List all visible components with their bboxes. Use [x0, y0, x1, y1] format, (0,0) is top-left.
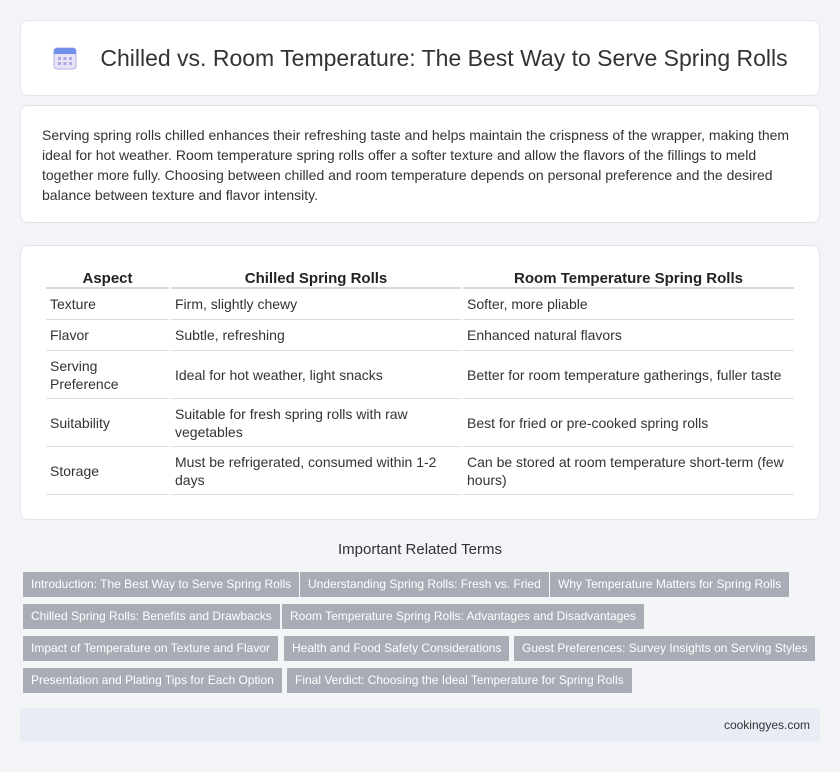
site-name[interactable]: cookingyes.com	[723, 718, 810, 732]
intro-paragraph: Serving spring rolls chilled enhances their refreshing taste and helps maintain the crispness of the wrapper, making them ideal for hot weather. Room temperature spring rolls offer a softer texture and allow the flavors of the fillings to meld together more fully. Choosing between chilled and room temperature depends on personal preference and the desired balance between texture and flavor intensity.	[42, 127, 790, 203]
related-term-tag[interactable]: Impact of Temperature on Texture and Flavor	[23, 636, 278, 661]
comparison-table-card	[20, 245, 820, 520]
calendar-icon	[52, 45, 78, 71]
related-term-tag[interactable]: Chilled Spring Rolls: Benefits and Drawbacks	[23, 604, 280, 629]
column-header-aspect: Aspect	[46, 265, 169, 289]
column-header-room-temperature: Room Temperature Spring Rolls	[463, 265, 794, 289]
row-aspect: Flavor	[46, 320, 169, 351]
related-term-tag[interactable]: Final Verdict: Choosing the Ideal Temperature for Spring Rolls	[287, 668, 632, 693]
row-room-temperature: Best for fried or pre-cooked spring rolls	[463, 399, 794, 447]
table-row	[46, 399, 794, 447]
related-term-tag[interactable]: Introduction: The Best Way to Serve Spring Rolls	[23, 572, 299, 597]
table-row	[46, 320, 794, 351]
row-chilled: Firm, slightly chewy	[171, 289, 461, 320]
table-row	[46, 447, 794, 495]
related-terms-heading: Important Related Terms	[338, 541, 502, 558]
row-chilled: Subtle, refreshing	[171, 320, 461, 351]
row-chilled: Suitable for fresh spring rolls with raw vegetables	[171, 399, 461, 447]
table-row	[46, 351, 794, 399]
row-chilled: Ideal for hot weather, light snacks	[171, 351, 461, 399]
row-room-temperature: Enhanced natural flavors	[463, 320, 794, 351]
row-room-temperature: Can be stored at room temperature short-term (few hours)	[463, 447, 794, 495]
related-term-tag[interactable]: Why Temperature Matters for Spring Rolls	[550, 572, 789, 597]
related-term-tag[interactable]: Understanding Spring Rolls: Fresh vs. Fried	[300, 572, 549, 597]
related-term-tag[interactable]: Presentation and Plating Tips for Each Option	[23, 668, 282, 693]
row-aspect: Suitability	[46, 399, 169, 447]
table-row	[46, 289, 794, 320]
row-aspect: Texture	[46, 289, 169, 320]
related-term-tag[interactable]: Guest Preferences: Survey Insights on Serving Styles	[514, 636, 815, 661]
page-title: Chilled vs. Room Temperature: The Best Way to Serve Spring Rolls	[100, 44, 788, 71]
header-card	[20, 20, 820, 96]
comparison-table	[44, 265, 796, 495]
row-room-temperature: Softer, more pliable	[463, 289, 794, 320]
row-aspect: Storage	[46, 447, 169, 495]
row-aspect: Serving Preference	[46, 351, 169, 399]
column-header-chilled: Chilled Spring Rolls	[171, 265, 461, 289]
row-chilled: Must be refrigerated, consumed within 1-2 days	[171, 447, 461, 495]
row-room-temperature: Better for room temperature gatherings, fuller taste	[463, 351, 794, 399]
intro-card	[20, 105, 820, 223]
footer	[20, 708, 820, 742]
related-term-tag[interactable]: Health and Food Safety Considerations	[284, 636, 509, 661]
related-term-tag[interactable]: Room Temperature Spring Rolls: Advantages and Disadvantages	[282, 604, 644, 629]
